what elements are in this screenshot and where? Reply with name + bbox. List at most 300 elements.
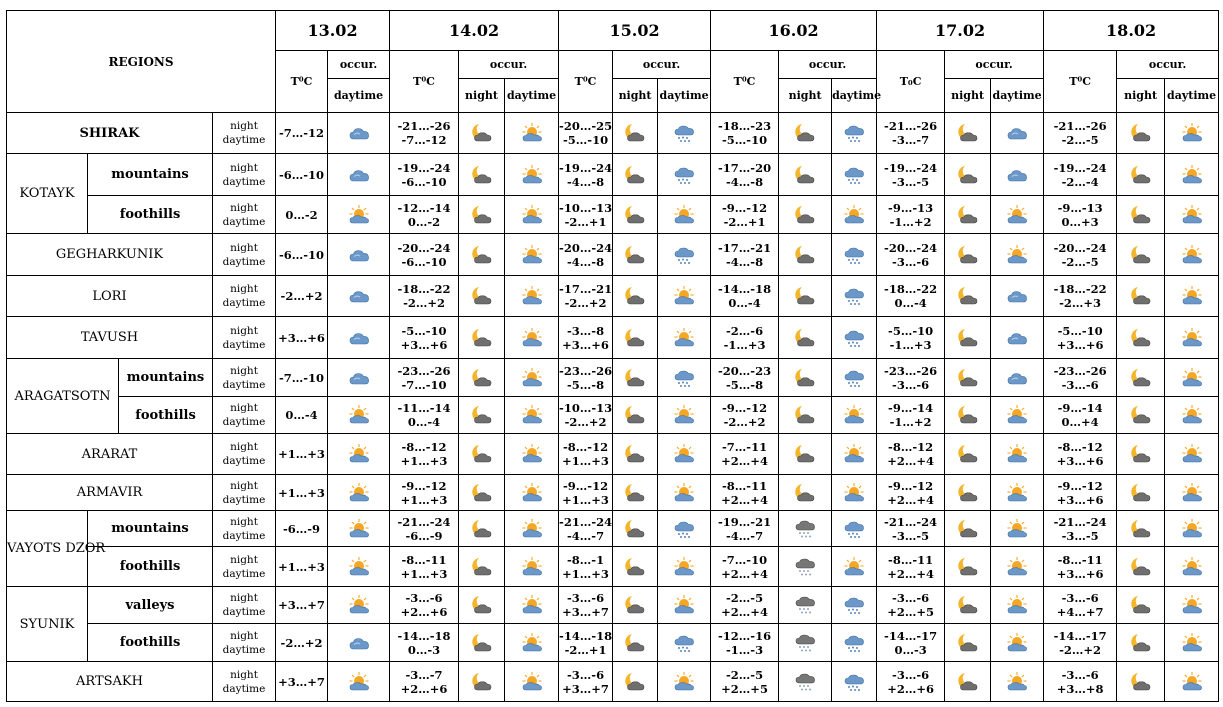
night-temperature: -8…-11 (1057, 552, 1103, 567)
sun-cloud-icon (673, 482, 695, 504)
night-temperature: -8…-12 (888, 440, 934, 454)
temperature-cell: -2…+2 (276, 624, 328, 662)
weather-icon-cell (991, 587, 1044, 624)
weather-icon-cell (1117, 624, 1165, 662)
weather-icon-cell (613, 511, 658, 547)
night-header: night (945, 79, 991, 113)
night-temperature: -3…-6 (405, 591, 443, 605)
sun-cloud-icon (521, 327, 543, 349)
moon-cloud-icon (1130, 404, 1152, 426)
temperature-cell (390, 662, 459, 702)
night-header: night (459, 79, 505, 113)
moon-cloud-icon (624, 327, 646, 349)
period-label (213, 196, 276, 234)
table-row (7, 587, 1219, 624)
moon-cloud-icon (1130, 518, 1152, 540)
temperature-cell (1044, 511, 1117, 547)
daytime-temperature: +2…+4 (721, 605, 768, 619)
moon-cloud-icon (794, 204, 816, 226)
weather-icon-cell (779, 196, 832, 234)
region-name: ARAGATSOTN (7, 359, 119, 434)
temp-header: T₀C (877, 51, 945, 113)
moon-cloud-icon (624, 285, 646, 307)
moon-cloud-icon (471, 367, 493, 389)
night-temperature: -14…-18 (559, 628, 613, 643)
sun-cloud-icon (1181, 244, 1203, 266)
temperature-cell (1044, 662, 1117, 702)
temp-header: T⁰C (711, 51, 779, 113)
sun-cloud-icon (673, 443, 695, 465)
temperature-cell (390, 234, 459, 276)
weather-icon-cell (945, 113, 991, 154)
night-temperature: -12…-16 (718, 628, 772, 643)
moon-cloud-icon (624, 164, 646, 186)
moon-cloud-icon (957, 122, 979, 144)
temperature-cell (877, 475, 945, 511)
weather-icon-cell (328, 154, 390, 196)
temperature-cell (711, 113, 779, 154)
daytime-temperature: -5…-8 (567, 377, 605, 392)
daytime-temperature: +3…+6 (562, 337, 609, 352)
night-temperature: -20…-24 (884, 240, 938, 255)
weather-icon-cell (505, 624, 559, 662)
daytime-temperature: -3…-6 (892, 377, 930, 392)
moon-cloud-icon (794, 122, 816, 144)
table-row (7, 234, 1219, 276)
temperature-cell (390, 113, 459, 154)
weather-icon-cell (991, 113, 1044, 154)
daytime-temperature: -4…-8 (567, 254, 605, 269)
weather-icon-cell (1117, 511, 1165, 547)
sun-cloud-icon (1006, 671, 1028, 693)
moon-cloud-icon (471, 244, 493, 266)
weather-icon-cell (505, 276, 559, 317)
weather-icon-cell (328, 547, 390, 587)
temperature-cell (390, 196, 459, 234)
moon-cloud-icon (1130, 327, 1152, 349)
sun-cloud-icon (348, 482, 370, 504)
period-label (213, 587, 276, 624)
night-label: night (230, 241, 258, 254)
weather-icon-cell (328, 113, 390, 154)
temperature-cell (559, 434, 613, 475)
weather-icon-cell (779, 234, 832, 276)
daytime-label: daytime (222, 682, 266, 695)
moon-cloud-icon (624, 443, 646, 465)
night-temperature: -21…-26 (884, 119, 938, 133)
weather-icon-cell (779, 276, 832, 317)
daytime-temperature: 0…-3 (407, 642, 441, 657)
daytime-temperature: +1…+3 (400, 566, 448, 581)
weather-icon-cell (613, 587, 658, 624)
temperature-cell (559, 276, 613, 317)
temperature-cell (390, 359, 459, 397)
occur-header: occur. (945, 51, 1044, 79)
daytime-label: daytime (222, 567, 266, 580)
weather-icon-cell (1117, 276, 1165, 317)
weather-icon-cell (779, 317, 832, 359)
weather-icon-cell (505, 113, 559, 154)
weather-icon-cell (1165, 547, 1219, 587)
subregion-name: mountains (88, 154, 213, 196)
weather-icon-cell (945, 547, 991, 587)
weather-icon-cell (991, 154, 1044, 196)
weather-icon-cell (658, 547, 711, 587)
moon-cloud-icon (471, 204, 493, 226)
snow-cloud-icon (843, 164, 865, 186)
temperature-cell (559, 624, 613, 662)
weather-icon-cell (613, 397, 658, 434)
temperature-cell (877, 276, 945, 317)
sun-cloud-icon (673, 327, 695, 349)
daytime-temperature: +3…+6 (1056, 492, 1104, 507)
temperature-cell (877, 196, 945, 234)
temperature-cell: -7…-10 (276, 359, 328, 397)
weather-icon-cell (1165, 113, 1219, 154)
snow-cloud-icon (673, 244, 695, 266)
temperature-cell (390, 475, 459, 511)
night-temperature: -5…-10 (1057, 323, 1103, 338)
daytime-header: daytime (832, 79, 877, 113)
table-row (7, 511, 1219, 547)
daytime-temperature: +3…+7 (562, 681, 609, 696)
sun-cloud-icon (1181, 404, 1203, 426)
weather-icon-cell (945, 154, 991, 196)
night-temperature: -9…-12 (722, 401, 768, 415)
daytime-label: daytime (222, 493, 266, 506)
night-temperature: -8…-1 (567, 552, 605, 567)
daytime-temperature: -6…-10 (401, 254, 447, 269)
weather-icon-cell (945, 475, 991, 511)
weather-icon-cell (328, 587, 390, 624)
weather-icon-cell (328, 317, 390, 359)
night-temperature: -14…-17 (1053, 628, 1107, 643)
daytime-temperature: -2…-4 (1061, 174, 1099, 189)
weather-icon-cell (459, 196, 505, 234)
daytime-temperature: -2…+2 (1059, 642, 1102, 657)
temperature-cell (877, 662, 945, 702)
weather-icon-cell (991, 475, 1044, 511)
moon-cloud-icon (957, 367, 979, 389)
sun-cloud-icon (1006, 482, 1028, 504)
snow-night-icon (794, 556, 816, 578)
night-label: night (230, 283, 258, 295)
cloudy-icon (348, 327, 370, 349)
sun-cloud-icon (348, 443, 370, 465)
weather-icon-cell (1165, 359, 1219, 397)
daytime-temperature: -2…+2 (564, 296, 607, 310)
regions-header: REGIONS (7, 11, 276, 113)
weather-icon-cell (459, 359, 505, 397)
weather-icon-cell (613, 113, 658, 154)
temperature-cell (877, 154, 945, 196)
night-label: night (230, 479, 258, 492)
snow-cloud-icon (843, 367, 865, 389)
weather-icon-cell (658, 397, 711, 434)
snow-cloud-icon (843, 122, 865, 144)
daytime-label: daytime (222, 255, 266, 268)
temperature-cell (711, 397, 779, 434)
weather-icon-cell (328, 276, 390, 317)
weather-icon-cell (1165, 434, 1219, 475)
night-label: night (230, 515, 258, 528)
temperature-cell (877, 624, 945, 662)
weather-icon-cell (1117, 154, 1165, 196)
weather-icon-cell (328, 359, 390, 397)
moon-cloud-icon (624, 556, 646, 578)
night-temperature: -17…-21 (718, 240, 772, 255)
period-label (213, 475, 276, 511)
daytime-temperature: -2…-5 (1061, 254, 1099, 269)
daytime-temperature: -3…-6 (892, 254, 930, 269)
period-label (213, 547, 276, 587)
period-label (213, 359, 276, 397)
sun-cloud-icon (521, 244, 543, 266)
daytime-temperature: -1…+3 (889, 337, 932, 352)
table-row (7, 397, 1219, 434)
moon-cloud-icon (957, 285, 979, 307)
night-temperature: -18…-23 (718, 119, 772, 133)
region-name: GEGHARKUNIK (7, 234, 213, 276)
night-temperature: -14…-17 (884, 628, 938, 643)
daytime-temperature: -5…-10 (722, 133, 768, 147)
night-temperature: -21…-24 (559, 514, 613, 529)
moon-cloud-icon (1130, 632, 1152, 654)
weather-icon-cell (1117, 113, 1165, 154)
snow-cloud-icon (843, 671, 865, 693)
temperature-cell: -6…-9 (276, 511, 328, 547)
temperature-cell (711, 276, 779, 317)
weather-icon-cell (328, 624, 390, 662)
weather-icon-cell (328, 234, 390, 276)
moon-cloud-icon (957, 482, 979, 504)
snow-cloud-icon (673, 367, 695, 389)
weather-icon-cell (832, 359, 877, 397)
weather-icon-cell (832, 662, 877, 702)
sun-cloud-icon (1181, 285, 1203, 307)
night-header: night (1117, 79, 1165, 113)
cloudy-icon (348, 367, 370, 389)
weather-icon-cell (328, 434, 390, 475)
weather-icon-cell (459, 475, 505, 511)
region-name: LORI (7, 276, 213, 317)
temperature-cell (390, 276, 459, 317)
date-header: 17.02 (877, 11, 1044, 51)
night-header: night (613, 79, 658, 113)
moon-cloud-icon (957, 671, 979, 693)
night-temperature: -3…-7 (405, 667, 443, 682)
weather-icon-cell (1117, 547, 1165, 587)
moon-cloud-icon (1130, 671, 1152, 693)
sun-cloud-icon (1181, 204, 1203, 226)
weather-icon-cell (1165, 587, 1219, 624)
subregion-name: mountains (119, 359, 213, 397)
sun-cloud-icon (1006, 594, 1028, 616)
region-name: ARMAVIR (7, 475, 213, 511)
night-temperature: -14…-18 (397, 628, 451, 643)
sun-cloud-icon (843, 204, 865, 226)
daytime-header: daytime (505, 79, 559, 113)
daytime-temperature: -4…-8 (567, 174, 605, 189)
snow-cloud-icon (673, 632, 695, 654)
daytime-temperature: 0…+3 (1061, 214, 1099, 229)
weather-icon-cell (613, 662, 658, 702)
snow-cloud-icon (673, 122, 695, 144)
daytime-temperature: +3…+6 (400, 337, 448, 352)
weather-icon-cell (459, 587, 505, 624)
table-row (7, 113, 1219, 154)
weather-icon-cell (1165, 317, 1219, 359)
daytime-temperature: +2…+5 (721, 681, 768, 696)
weather-icon-cell (832, 276, 877, 317)
temperature-cell (390, 587, 459, 624)
sun-cloud-icon (673, 671, 695, 693)
weather-icon-cell (945, 511, 991, 547)
table-row (7, 276, 1219, 317)
temperature-cell (390, 547, 459, 587)
night-temperature: -8…-11 (401, 552, 447, 567)
temperature-cell: +3…+7 (276, 662, 328, 702)
weather-icon-cell (658, 276, 711, 317)
night-label: night (230, 364, 258, 377)
temperature-cell (711, 547, 779, 587)
temp-header: T⁰C (559, 51, 613, 113)
daytime-label: daytime (222, 643, 266, 656)
temperature-cell (711, 317, 779, 359)
moon-cloud-icon (1130, 122, 1152, 144)
date-header: 15.02 (559, 11, 711, 51)
weather-icon-cell (1117, 397, 1165, 434)
night-temperature: -3…-6 (892, 591, 930, 605)
temperature-cell (390, 434, 459, 475)
sun-cloud-icon (521, 482, 543, 504)
sun-cloud-icon (521, 367, 543, 389)
weather-icon-cell (991, 624, 1044, 662)
weather-icon-cell (991, 397, 1044, 434)
weather-icon-cell (505, 662, 559, 702)
temperature-cell: -7…-12 (276, 113, 328, 154)
subregion-name: foothills (119, 397, 213, 434)
weather-icon-cell (779, 511, 832, 547)
table-row (7, 317, 1219, 359)
night-temperature: -5…-10 (401, 323, 447, 338)
temperature-cell (559, 196, 613, 234)
night-temperature: -2…-6 (726, 323, 764, 338)
temperature-cell: +1…+3 (276, 547, 328, 587)
night-temperature: -11…-14 (397, 401, 451, 415)
sun-cloud-icon (673, 404, 695, 426)
weather-icon-cell (658, 196, 711, 234)
sun-cloud-icon (1181, 327, 1203, 349)
sun-cloud-icon (1181, 122, 1203, 144)
temperature-cell (390, 511, 459, 547)
weather-icon-cell (1117, 234, 1165, 276)
night-temperature: -19…-21 (718, 514, 772, 529)
temperature-cell (711, 624, 779, 662)
daytime-temperature: +2…+4 (887, 454, 934, 468)
daytime-temperature: +1…+3 (562, 454, 609, 468)
weather-icon-cell (658, 113, 711, 154)
temperature-cell (877, 234, 945, 276)
weather-icon-cell (459, 276, 505, 317)
weather-icon-cell (1165, 234, 1219, 276)
daytime-temperature: -2…+3 (1059, 296, 1102, 310)
cloudy-icon (348, 285, 370, 307)
subregion-name: mountains (88, 511, 213, 547)
temperature-cell (1044, 359, 1117, 397)
sun-cloud-icon (521, 204, 543, 226)
sun-cloud-icon (1006, 443, 1028, 465)
daytime-temperature: -4…-7 (726, 528, 764, 543)
date-header: 14.02 (390, 11, 559, 51)
night-temperature: -20…-24 (1053, 240, 1107, 255)
weather-icon-cell (991, 359, 1044, 397)
weather-icon-cell (613, 624, 658, 662)
temperature-cell (390, 397, 459, 434)
weather-icon-cell (658, 234, 711, 276)
night-temperature: -23…-26 (397, 363, 451, 378)
date-header: 16.02 (711, 11, 877, 51)
daytime-temperature: -6…-9 (405, 528, 443, 543)
weather-icon-cell (991, 234, 1044, 276)
temperature-cell (1044, 587, 1117, 624)
night-temperature: -19…-24 (397, 160, 451, 175)
temperature-cell (559, 475, 613, 511)
weather-icon-cell (459, 624, 505, 662)
snow-cloud-icon (673, 164, 695, 186)
moon-cloud-icon (794, 482, 816, 504)
night-temperature: -18…-22 (1053, 282, 1107, 296)
daytime-temperature: +2…+4 (887, 566, 934, 581)
table-row (7, 154, 1219, 196)
sun-cloud-icon (348, 404, 370, 426)
daytime-temperature: +1…+3 (562, 492, 609, 507)
night-temperature: -21…-26 (1053, 119, 1107, 133)
subregion-name: foothills (88, 547, 213, 587)
moon-cloud-icon (624, 122, 646, 144)
moon-cloud-icon (624, 482, 646, 504)
daytime-temperature: -2…-5 (1061, 133, 1099, 147)
weather-icon-cell (991, 276, 1044, 317)
daytime-temperature: -1…-3 (726, 642, 764, 657)
weather-icon-cell (945, 397, 991, 434)
weather-icon-cell (779, 587, 832, 624)
weather-icon-cell (613, 317, 658, 359)
sun-cloud-icon (673, 556, 695, 578)
temperature-cell: +3…+6 (276, 317, 328, 359)
sun-cloud-icon (348, 671, 370, 693)
period-label (213, 662, 276, 702)
sun-cloud-icon (673, 594, 695, 616)
region-name: TAVUSH (7, 317, 213, 359)
weather-icon-cell (1165, 154, 1219, 196)
weather-icon-cell (1165, 624, 1219, 662)
night-temperature: -12…-14 (397, 200, 451, 215)
night-temperature: -17…-21 (559, 282, 613, 296)
weather-icon-cell (991, 434, 1044, 475)
night-temperature: -9…-12 (888, 478, 934, 493)
weather-icon-cell (832, 624, 877, 662)
snow-night-icon (794, 671, 816, 693)
weather-icon-cell (505, 547, 559, 587)
temperature-cell (1044, 317, 1117, 359)
snow-cloud-icon (673, 518, 695, 540)
weather-icon-cell (779, 113, 832, 154)
period-label (213, 154, 276, 196)
daytime-temperature: +2…+4 (721, 566, 768, 581)
cloudy-icon (1006, 285, 1028, 307)
weather-icon-cell (505, 154, 559, 196)
